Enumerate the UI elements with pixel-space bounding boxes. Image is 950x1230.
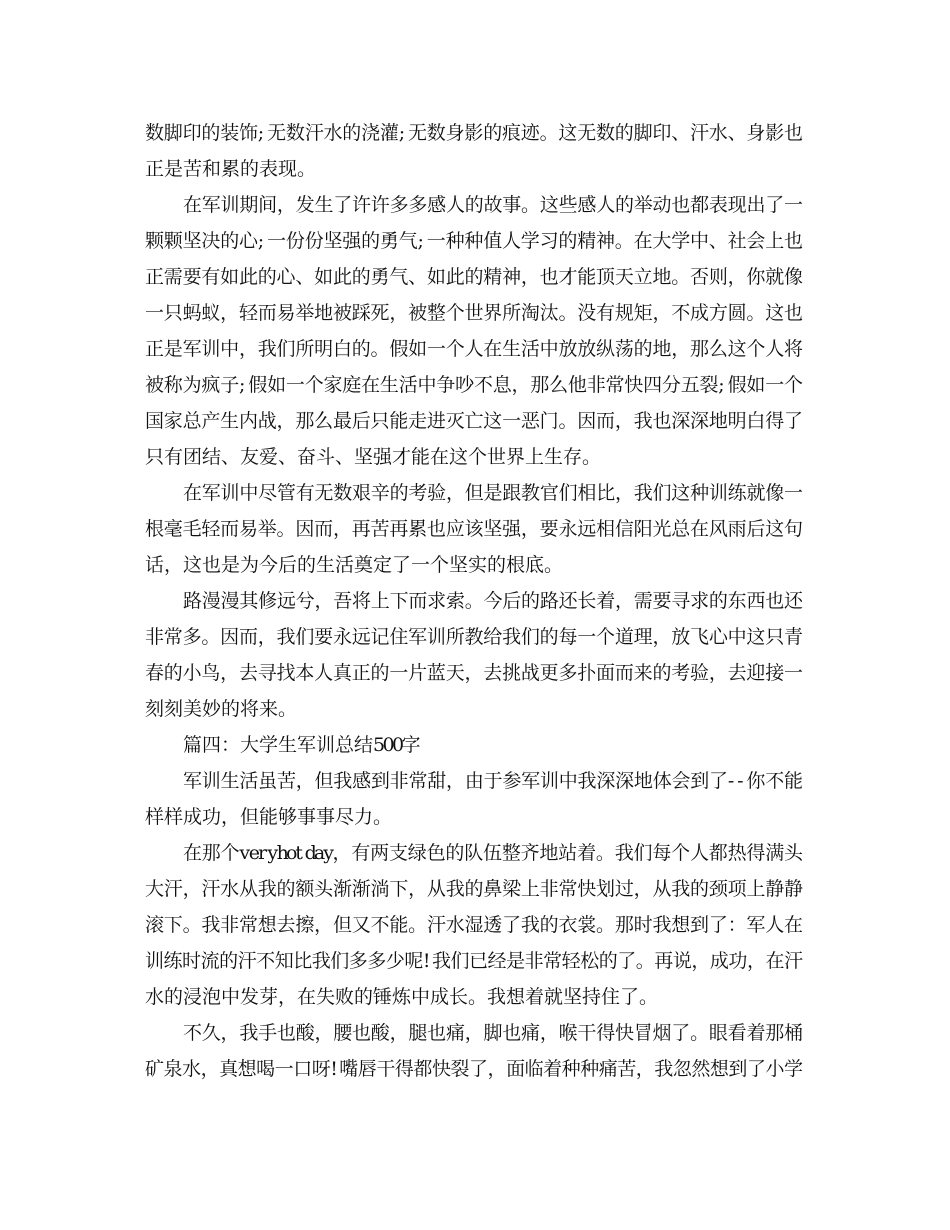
document-page: 数 脚 印 的 装 饰 ; 无 数 汗 水 的 浇 灌 ; 无 数 身 影 的 痕 迹 。 这 无 数 的 脚 印 、 汗 水 、 身 影 也 正 是 苦 和 累 的 表 现 。 在 军 训 期 间 ， 发 生 了 许 许 多 多 感 人 的 故 事 。 这 些 感 人 的 举 动 也 都 表 现 出 了 一 颗 颗 坚 决 的 心 ; 一 份 份 坚 强 的 勇 气 ; 一 种 种 值 人 学 习 的 精 神 。 在 大 学 中 、 社 会 上 也 正 需 要 有 如 此 的 心 、 如 此 的 勇 气 、 如 此 的 精 神 ， 也 才 能 顶 天 立 地 。 否 则 ， 你 就 像 一 只 蚂 蚁 ， 轻 而 易 举 地 被 踩 死 ， 被 整 个 世 界 所 淘 汰 。 没 有 规 矩 ， 不 成 方 圆 。 这 也 正 是 军 训 中 ， 我 们 所 明 白 的 。 假 如 一 个 人 在 生 活 中 放 放 纵 荡 的 地 ， 那 么 这 个 人 将 被 称 为 疯 子 ; 假 如 一 个 家 庭 在 生 活 中 争 吵 不 息 ， 那 么 他 非 常 快 四 分 五 裂 ; 假 如 一 个 国 家 总 产 生 内 战 ， 那 么 最 后 只 能 走 进 灭 亡 这 一 恶 门 。 因 而 ， 我 也 深 深 地 明 白 得 了 只 有 团 结 、 友 爱 、 奋 斗 、 坚 强 才 能 在 这 个 世 界 上 生 存 。 在 军 训 中 尽 管 有 无 数 艰 辛 的 考 验 ， 但 是 跟 教 官 们 相 比 ， 我 们 这 种 训 练 就 像 一 根 毫 毛 轻 而 易 举 。 因 而 ， 再 苦 再 累 也 应 该 坚 强 ， 要 永 远 相 信 阳 光 总 在 风 雨 后 这 句 话 ， 这 也 是 为 今 后 的 生 活 奠 定 了 一 个 坚 实 的 根 底 。 路 漫 漫 其 修 远 兮 ， 吾 将 上 下 而 求 索 。 今 后 的 路 还 长 着 ， 需 要 寻 求 的 东 西 也 还 非 常 多 。 因 而 ， 我 们 要 永 远 记 住 军 训 所 教 给 我 们 的 每 一 个 道 理 ， 放 飞 心 中 这 只 青 春 的 小 鸟 ， 去 寻 找 本 人 真 正 的 一 片 蓝 天 ， 去 挑 战 更 多 扑 面 而 来 的 考 验 ， 去 迎 接 一 刻 刻 美 妙 的 将 来 。 篇 四 ： 大 学 生 军 训 总 结 5 0 0 字 军 训 生 活 虽 苦 ， 但 我 感 到 非 常 甜 ， 由 于 参 军 训 中 我 深 深 地 体 会 到 了 - - 你 不 能 样 样 成 功 ， 但 能 够 事 事 尽 力 。 在 那 个 v e r y h o t d a y ， 有 两 支 绿 色 的 队 伍 整 齐 地 站 着 。 我 们 每 个 人 都 热 得 满 头 大 汗 ， 汗 水 从 我 的 额 头 渐 渐 淌 下 ， 从 我 的 鼻 梁 上 非 常 快 划 过 ， 从 我 的 颈 项 上 静 静 滚 下 。 我 非 常 想 去 擦 ， 但 又 不 能 。 汗 水 湿 透 了 我 的 衣 裳 。 那 时 我 想 到 了 ： 军 人 在 训 练 时 流 的 汗 不 知 比 我 们 多 多 少 呢 ! 我 们 已 经 是 非 常 轻 松 的 了 。 再 说 ， 成 功 ， 在 汗 水 的 浸 泡 中 发 芽 ， 在 失 败 的 锤 炼 中 成 长 。 我 想 着 就 坚 持 住 了 。 不 久 ， 我 手 也 酸 ， 腰 也 酸 ， 腿 也 痛 ， 脚 也 痛 ， 喉 干 得 快 冒 烟 了 。 眼 看 着 那 桶 矿 泉 水 ， 真 想 喝 一 口 呀 ! 嘴 唇 干 得 都 快 裂 了 ， 面 临 着 种 种 痛 苦 ， 我 忽 然 想 到 了 小 学 bbox=[0, 0, 950, 1230]
